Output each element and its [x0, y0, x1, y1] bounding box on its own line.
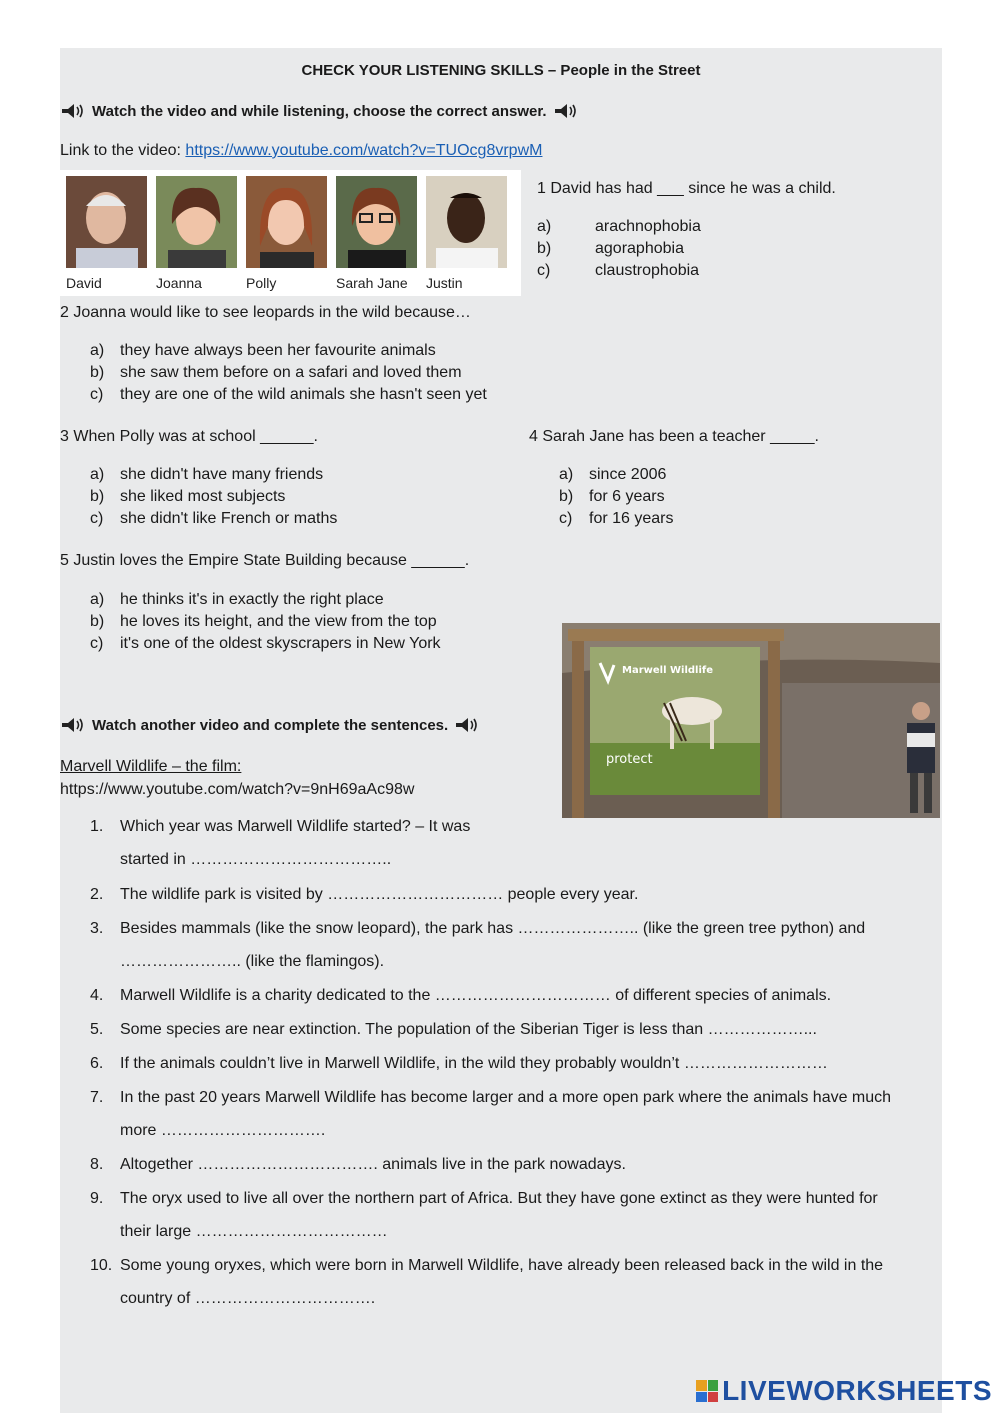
option-text[interactable]: arachnophobia: [595, 218, 701, 235]
option-text[interactable]: since 2006: [589, 466, 667, 483]
item-number: 5.: [90, 1021, 104, 1038]
polly-photo: [246, 176, 327, 268]
item-number: 1.: [90, 818, 104, 835]
list-item: [90, 886, 940, 904]
option-letter: a): [90, 466, 105, 483]
option-letter: a): [90, 591, 105, 608]
option-letter: b): [559, 488, 574, 505]
sentence-blank-line[interactable]: their large ………………………………: [120, 1223, 388, 1240]
list-item: [90, 1089, 940, 1140]
item-number: 4.: [90, 987, 104, 1004]
worksheet-title: CHECK YOUR LISTENING SKILLS – People in the Street: [301, 62, 701, 79]
list-item: [90, 1156, 940, 1174]
option-text[interactable]: for 6 years: [589, 488, 665, 505]
option-letter: b): [537, 240, 552, 257]
david-photo: [66, 176, 147, 268]
video-link-line: [60, 142, 542, 160]
sentence-blank-line[interactable]: started in ………………………………..: [120, 851, 392, 868]
option-letter: c): [90, 635, 104, 652]
section2-heading-text: Watch another video and complete the sentences.: [92, 716, 449, 734]
list-item: [90, 818, 940, 869]
people-photo-strip: [60, 170, 521, 296]
justin-photo: [426, 176, 507, 268]
sentence-line: Some young oryxes, which were born in Marwell Wildlife, have already been released back in the wild in the: [120, 1257, 884, 1274]
question-5-options: [90, 591, 441, 653]
list-item: [90, 987, 940, 1005]
option-text[interactable]: she didn't like French or maths: [120, 510, 338, 527]
option-text[interactable]: they have always been her favourite animals: [120, 342, 436, 359]
liveworksheets-logo-icon: [696, 1380, 718, 1402]
question-2: 2 Joanna would like to see leopards in the wild because…: [60, 304, 471, 321]
person-label: David: [66, 275, 102, 291]
option-letter: c): [90, 386, 104, 403]
sentence-line: Which year was Marwell Wildlife started? – It was: [120, 818, 471, 835]
section1-heading: [60, 102, 579, 120]
item-number: 10.: [90, 1257, 113, 1274]
person-label: Justin: [426, 275, 463, 291]
option-letter: b): [90, 364, 105, 381]
megaphone-icon: [60, 716, 86, 734]
sentence-line[interactable]: If the animals couldn’t live in Marwell Wildlife, in the wild they probably wouldn’t ………………………: [120, 1055, 828, 1072]
sarah-jane-photo: [336, 176, 417, 268]
list-item: [90, 1190, 940, 1241]
item-number: 9.: [90, 1190, 104, 1207]
option-letter: c): [90, 510, 104, 527]
sentence-line[interactable]: Marwell Wildlife is a charity dedicated to the …………………………… of different species of animals.: [120, 987, 832, 1004]
person-label: Sarah Jane: [336, 275, 408, 291]
film-link[interactable]: https://www.youtube.com/watch?v=9nH69aAc98w: [60, 781, 415, 798]
sentence-line[interactable]: Besides mammals (like the snow leopard), the park has ………………….. (like the green tree python) and: [120, 920, 866, 937]
sentence-line: In the past 20 years Marwell Wildlife has become larger and a more open park where the animals have much: [120, 1089, 892, 1106]
sign-word: protect: [606, 752, 653, 767]
item-number: 7.: [90, 1089, 104, 1106]
option-letter: c): [537, 262, 551, 279]
option-text[interactable]: they are one of the wild animals she hasn't seen yet: [120, 386, 487, 403]
joanna-photo: [156, 176, 237, 268]
sentence-blank-line[interactable]: country of …………………………….: [120, 1290, 376, 1307]
option-text[interactable]: for 16 years: [589, 510, 674, 527]
liveworksheets-logo: [696, 1375, 992, 1407]
option-text[interactable]: agoraphobia: [595, 240, 684, 257]
sign-brand: Marwell Wildlife: [622, 665, 714, 676]
sentence-line[interactable]: Altogether ……………………………. animals live in the park nowadays.: [120, 1156, 626, 1173]
question-4-options: [559, 466, 673, 528]
video-link-label: Link to the video:: [60, 142, 186, 159]
item-number: 8.: [90, 1156, 104, 1173]
list-item: [90, 920, 940, 971]
question-3-options: [90, 466, 337, 528]
item-number: 3.: [90, 920, 104, 937]
option-text[interactable]: he loves its height, and the view from the top: [120, 613, 437, 630]
video-link[interactable]: https://www.youtube.com/watch?v=TUOcg8vrpwM: [185, 142, 543, 159]
list-item: [90, 1055, 940, 1073]
megaphone-icon: [60, 102, 86, 120]
brand-name: LIVEWORKSHEETS: [722, 1375, 992, 1406]
option-text[interactable]: claustrophobia: [595, 262, 700, 279]
option-letter: a): [537, 218, 552, 235]
marwell-sign-illustration: [562, 623, 940, 818]
sentence-line[interactable]: Some species are near extinction. The population of the Siberian Tiger is less than ………………...: [120, 1021, 817, 1038]
option-text[interactable]: she didn't have many friends: [120, 466, 324, 483]
megaphone-icon: [553, 102, 579, 120]
question-1: 1 David has had ___ since he was a child.: [537, 180, 836, 197]
list-item: [90, 1021, 940, 1039]
section2-heading: [60, 716, 480, 734]
person-label: Polly: [246, 275, 277, 291]
option-text[interactable]: she saw them before on a safari and loved them: [120, 364, 462, 381]
option-letter: c): [559, 510, 573, 527]
section1-heading-text: Watch the video and while listening, choose the correct answer.: [92, 102, 547, 120]
question-2-options: [90, 342, 487, 404]
question-4: 4 Sarah Jane has been a teacher _____.: [529, 428, 819, 445]
option-letter: a): [90, 342, 105, 359]
option-text[interactable]: she liked most subjects: [120, 488, 286, 505]
sentence-line[interactable]: The wildlife park is visited by …………………………… people every year.: [120, 886, 639, 903]
option-letter: b): [90, 488, 105, 505]
item-number: 2.: [90, 886, 104, 903]
megaphone-icon: [454, 716, 480, 734]
question-1-options: [537, 218, 701, 280]
item-number: 6.: [90, 1055, 104, 1072]
option-text[interactable]: he thinks it's in exactly the right place: [120, 591, 384, 608]
film-title: Marvell Wildlife – the film:: [60, 758, 242, 775]
question-3: 3 When Polly was at school ______.: [60, 428, 318, 445]
option-letter: b): [90, 613, 105, 630]
person-label: Joanna: [156, 275, 202, 291]
list-item: [90, 1257, 940, 1308]
sentence-blank-line[interactable]: ………………….. (like the flamingos).: [120, 953, 385, 970]
sentence-blank-line[interactable]: more ………………………….: [120, 1122, 326, 1139]
option-text[interactable]: it's one of the oldest skyscrapers in New York: [120, 635, 441, 652]
option-letter: a): [559, 466, 574, 483]
question-5: 5 Justin loves the Empire State Building because ______.: [60, 552, 470, 569]
marwell-wildlife-photo: [562, 623, 940, 818]
sentence-line: The oryx used to live all over the northern part of Africa. But they have gone extinct as they were hunted for: [120, 1190, 878, 1207]
